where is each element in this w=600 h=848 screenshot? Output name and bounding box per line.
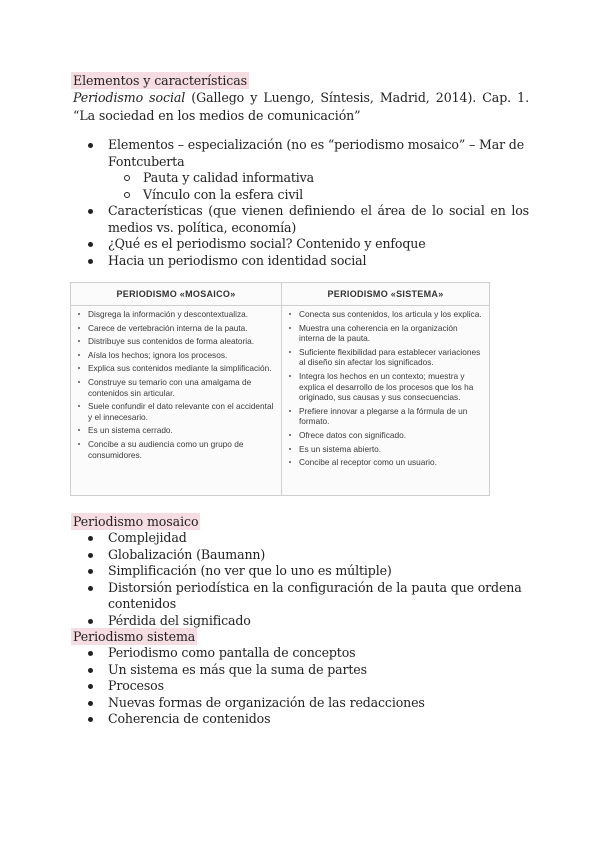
table-item xyxy=(77,336,275,347)
table-item-text: Es un sistema abierto. xyxy=(299,443,382,454)
list-item xyxy=(73,530,529,547)
bullet-icon xyxy=(78,367,80,369)
bullet-icon xyxy=(88,242,93,247)
list-item xyxy=(73,580,529,613)
comparison-table xyxy=(70,282,490,496)
table-item-text: Explica sus contenidos mediante la simplificación. xyxy=(88,363,272,374)
bullet-icon xyxy=(88,143,93,148)
list-item-text: Procesos xyxy=(108,678,164,693)
citation-details: (Gallego y Luengo, Síntesis, Madrid, 2014). Cap. 1. “La sociedad en los medios de comunicación” xyxy=(73,90,529,123)
table-item-text: Conecta sus contenidos, los articula y los explica. xyxy=(299,309,482,319)
table-item xyxy=(288,309,483,320)
sub-list-item-text: Vínculo con la esfera civil xyxy=(143,186,304,202)
mosaico-items xyxy=(71,306,281,460)
bullet-icon xyxy=(88,701,93,706)
bullet-icon xyxy=(88,209,93,214)
table-item xyxy=(77,439,275,460)
list-item-text: Distorsión periodística en la configuración de la pauta que ordena contenidos xyxy=(108,579,522,611)
table-item-text: Disgrega la información y descontextualiza. xyxy=(88,309,249,319)
bullet-icon xyxy=(88,684,93,689)
bullet-icon xyxy=(78,340,80,342)
list-item xyxy=(73,662,529,679)
table-item-text: Distribuye sus contenidos de forma aleatoria. xyxy=(88,336,255,347)
heading-highlight: Elementos y características xyxy=(73,73,247,88)
source-citation xyxy=(73,89,529,124)
bullet-icon xyxy=(88,569,93,574)
bullet-icon xyxy=(78,327,80,329)
list-item-text: Elementos – especialización (no es “periodismo mosaico” – Mar de Fontcuberta xyxy=(108,137,525,169)
bullet-icon xyxy=(78,354,80,356)
table-item xyxy=(288,347,483,368)
bullet-icon xyxy=(289,461,291,463)
hollow-bullet-icon xyxy=(124,192,130,198)
bullet-icon xyxy=(88,619,93,624)
section-heading-elementos xyxy=(71,72,249,89)
list-item xyxy=(73,645,529,662)
list-item xyxy=(73,547,529,564)
sub-list-item-text: Pauta y calidad informativa xyxy=(143,170,314,185)
bullet-icon xyxy=(78,429,80,431)
table-item-text: Construye su temario con una amalgama de contenidos sin articular. xyxy=(88,376,252,398)
bullet-icon xyxy=(289,448,291,450)
table-item xyxy=(288,444,483,455)
section-heading-mosaico xyxy=(71,513,200,530)
sub-list xyxy=(108,170,529,203)
table-item xyxy=(288,371,483,403)
bullet-icon xyxy=(78,381,80,383)
book-title: Periodismo social xyxy=(73,90,186,105)
table-column-sistema xyxy=(282,283,489,495)
bullet-icon xyxy=(289,351,291,353)
table-column-mosaico xyxy=(71,283,281,495)
list-item xyxy=(73,695,529,712)
table-item-text: Prefiere innovar a plegarse a la fórmula de un formato. xyxy=(299,405,468,427)
list-item xyxy=(73,203,529,236)
heading-highlight: Periodismo mosaico xyxy=(73,514,199,529)
table-item-text: Es un sistema cerrado. xyxy=(88,425,173,436)
table-item xyxy=(77,309,275,320)
sub-list-item xyxy=(108,187,529,204)
bullet-icon xyxy=(88,553,93,558)
table-item xyxy=(288,430,483,441)
table-item xyxy=(77,401,275,422)
table-item xyxy=(77,425,275,436)
hollow-bullet-icon xyxy=(124,175,130,181)
bullet-icon xyxy=(78,405,80,407)
bullet-icon xyxy=(88,586,93,591)
table-item-text: Suele confundir el dato relevante con el accidental y el innecesario. xyxy=(88,401,274,422)
table-item-text: Suficiente flexibilidad para establecer variaciones al diseño sin afectar los significados. xyxy=(299,346,481,368)
table-item xyxy=(288,406,483,427)
table-item-text: Concibe a su audiencia como un grupo de consumidores. xyxy=(88,438,244,460)
bullet-icon xyxy=(289,434,291,436)
table-item-text: Ofrece datos con significado. xyxy=(299,429,406,440)
list-item-text: Pérdida del significado xyxy=(108,612,251,628)
list-item-text: Periodismo como pantalla de conceptos xyxy=(108,645,356,660)
section-heading-sistema xyxy=(71,628,197,645)
list-item xyxy=(73,711,529,728)
table-item xyxy=(288,457,483,468)
list-item-text: Complejidad xyxy=(108,530,187,545)
bullet-icon xyxy=(88,717,93,722)
bullet-icon xyxy=(78,443,80,445)
bullet-icon xyxy=(88,668,93,673)
table-item-text: Concibe al receptor como un usuario. xyxy=(299,457,437,468)
bullet-icon xyxy=(88,259,93,264)
table-item-text: Carece de vertebración interna de la pauta. xyxy=(88,322,248,333)
bullet-icon xyxy=(88,536,93,541)
table-item xyxy=(288,323,483,344)
list-item xyxy=(73,253,529,270)
list-item-text: Un sistema es más que la suma de partes xyxy=(108,661,367,677)
list-item-text: Globalización (Baumann) xyxy=(108,546,266,562)
sistema-list xyxy=(73,645,529,728)
sistema-items xyxy=(282,306,489,468)
table-item-text: Muestra una coherencia en la organización interna de la pauta. xyxy=(299,322,458,344)
list-item xyxy=(73,678,529,695)
elementos-list xyxy=(73,137,529,269)
list-item xyxy=(73,137,529,203)
bullet-icon xyxy=(289,375,291,377)
list-item-text: Nuevas formas de organización de las redacciones xyxy=(108,694,425,710)
table-item-text: Integra los hechos en un contexto; muestra y explica el desarrollo de los procesos que los ha originado, sus causas y sus consecuencias. xyxy=(299,370,474,403)
table-item xyxy=(77,363,275,374)
list-item-text: ¿Qué es el periodismo social? Contenido y enfoque xyxy=(108,236,426,251)
bullet-icon xyxy=(289,313,291,315)
sub-list-item xyxy=(108,170,529,187)
list-item xyxy=(73,236,529,253)
list-item xyxy=(73,563,529,580)
bullet-icon xyxy=(78,313,80,315)
list-item-text: Simplificación (no ver que lo uno es múltiple) xyxy=(108,563,392,578)
table-item-text: Aísla los hechos; ignora los procesos. xyxy=(88,349,228,360)
table-item xyxy=(77,323,275,334)
list-item xyxy=(73,613,529,630)
table-item xyxy=(77,350,275,361)
list-item-text: Hacia un periodismo con identidad social xyxy=(108,252,367,268)
table-item xyxy=(77,377,275,398)
list-item-text: Características (que vienen definiendo el área de lo social en los medios vs. política, economía) xyxy=(108,203,529,235)
bullet-icon xyxy=(88,651,93,656)
heading-highlight: Periodismo sistema xyxy=(73,629,196,644)
list-item-text: Coherencia de contenidos xyxy=(108,711,271,726)
bullet-icon xyxy=(289,410,291,412)
table-header-mosaico: PERIODISMO «MOSAICO» xyxy=(71,283,281,306)
table-header-sistema: PERIODISMO «SISTEMA» xyxy=(282,283,489,306)
bullet-icon xyxy=(289,327,291,329)
mosaico-list xyxy=(73,530,529,629)
